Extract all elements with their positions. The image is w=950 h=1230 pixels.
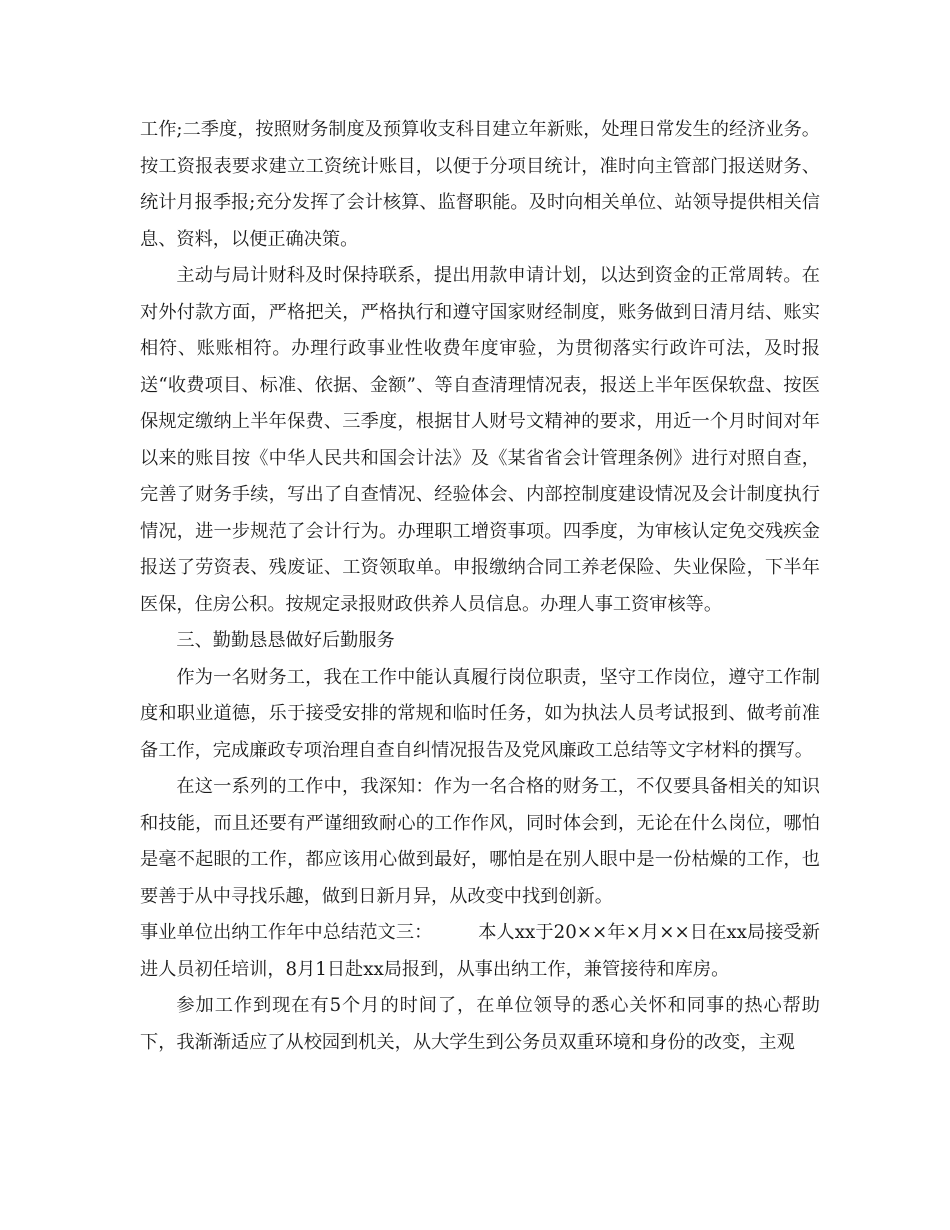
paragraph-7: 参加工作到现在有5个月的时间了，在单位领导的悉心关怀和同事的热心帮助下，我渐渐适应了从校园到机关，从大学生到公务员双重环境和身份的改变，主观 [140,995,820,1053]
paragraph-1: 工作;二季度，按照财务制度及预算收支科目建立年新账，处理日常发生的经济业务。按工资报表要求建立工资统计账目，以便于分项目统计，准时向主管部门报送财务、统计月报季报;充分发挥了会计核算、监督职能。及时向相关单位、站领导提供相关信息、资料，以便正确决策。 [140,119,820,250]
document-body [140,112,820,1061]
section-heading-3: 三、勤勤恳恳做好后勤服务 [176,630,395,651]
paragraph-5: 在这一系列的工作中，我深知：作为一名合格的财务工，不仅要具备相关的知识和技能，而且还要有严谨细致耐心的工作作风，同时体会到，无论在什么岗位，哪怕是毫不起眼的工作，都应该用心做到最好，哪怕是在别人眼中是一份枯燥的工作，也要善于从中寻找乐趣，做到日新月异，从改变中找到创新。 [140,776,820,907]
paragraph-6: 事业单位出纳工作年中总结范文三： 本人xx于20××年×月××日在xx局接受新进人员初任培训，8月1日赴xx局报到，从事出纳工作，兼管接待和库房。 [140,922,820,980]
paragraph-2: 主动与局计财科及时保持联系，提出用款申请计划，以达到资金的正常周转。在对外付款方面，严格把关，严格执行和遵守国家财经制度，账务做到日清月结、账实相符、账账相符。办理行政事业性收费年度审验，为贯彻落实行政许可法，及时报送“收费项目、标准、依据、金额”、等自查清理情况表，报送上半年医保软盘、按医保规定缴纳上半年保费、三季度，根据甘人财号文精神的要求，用近一个月时间对年以来的账目按《中华人民共和国会计法》及《某省省会计管理条例》进行对照自查，完善了财务手续，写出了自查情况、经验体会、内部控制度建设情况及会计制度执行情况，进一步规范了会计行为。办理职工增资事项。四季度，为审核认定免交残疾金报送了劳资表、残废证、工资领取单。申报缴纳合同工养老保险、失业保险，下半年医保，住房公积。按规定录报财政供养人员信息。办理人事工资审核等。 [140,265,820,615]
paragraph-4: 作为一名财务工，我在工作中能认真履行岗位职责，坚守工作岗位，遵守工作制度和职业道德，乐于接受安排的常规和临时任务，如为执法人员考试报到、做考前准备工作，完成廉政专项治理自查自纠情况报告及党风廉政工总结等文字材料的撰写。 [140,666,820,761]
